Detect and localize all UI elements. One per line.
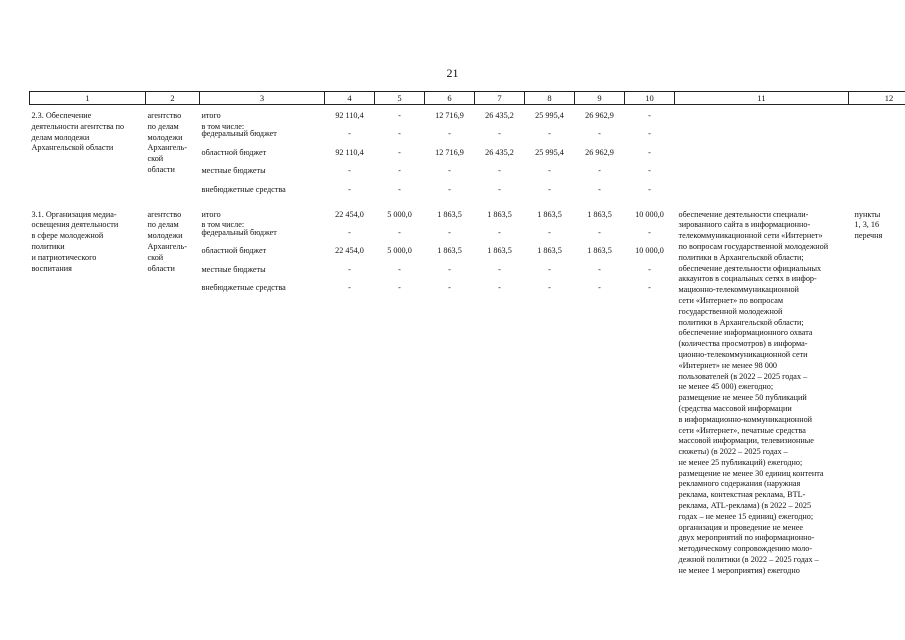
- funding-value: -: [648, 184, 651, 194]
- funding-values: [575, 210, 625, 577]
- column-number: 9: [575, 92, 625, 105]
- funding-value: -: [448, 166, 451, 176]
- funding-source-label: областной бюджет: [201, 246, 267, 256]
- funding-value: -: [548, 184, 551, 194]
- funding-value: 25 995,4: [535, 111, 564, 120]
- funding-value: -: [648, 129, 651, 139]
- funding-value: 25 995,4: [535, 147, 564, 157]
- funding-value: 1 863,5: [487, 209, 512, 219]
- column-number: 3: [200, 92, 325, 105]
- table-row: [30, 105, 905, 200]
- funding-value: -: [598, 166, 601, 176]
- funding-value: 92 110,4: [335, 147, 364, 157]
- funding-value: 5 000,0: [387, 209, 412, 219]
- funding-value: 1 863,5: [537, 209, 562, 219]
- funding-value: -: [348, 283, 351, 293]
- funding-value: 1 863,5: [437, 209, 462, 219]
- funding-value: 26 962,9: [585, 147, 614, 157]
- column-number: 7: [475, 92, 525, 105]
- funding-values: [375, 210, 425, 577]
- row-gap: [30, 200, 905, 210]
- funding-values: [625, 105, 675, 200]
- funding-source-label: итого в том числе:: [201, 209, 245, 230]
- funding-value: 10 000,0: [635, 246, 664, 256]
- funding-source-label: итого в том числе:: [201, 111, 245, 131]
- funding-value: 22 454,0: [335, 209, 364, 219]
- funding-value: -: [648, 227, 651, 237]
- funding-value: 22 454,0: [335, 246, 364, 256]
- funding-value: -: [598, 227, 601, 237]
- funding-value: 92 110,4: [335, 111, 364, 120]
- funding-value: -: [598, 184, 601, 194]
- funding-value: 1 863,5: [587, 209, 612, 219]
- funding-value: -: [398, 166, 401, 176]
- funding-source-label: местные бюджеты: [201, 264, 266, 274]
- funding-value: -: [498, 283, 501, 293]
- program-table: [29, 91, 905, 577]
- funding-value: -: [548, 264, 551, 274]
- column-number: 12: [849, 92, 905, 105]
- column-number: 8: [525, 92, 575, 105]
- funding-value: -: [548, 283, 551, 293]
- funding-value: -: [648, 264, 651, 274]
- funding-value: 26 962,9: [585, 111, 614, 120]
- funding-values: [375, 105, 425, 200]
- column-number: 5: [375, 92, 425, 105]
- funding-sources: [200, 105, 325, 200]
- funding-value: -: [498, 227, 501, 237]
- funding-source-label: областной бюджет: [201, 147, 267, 157]
- funding-value: -: [348, 264, 351, 274]
- column-number: 11: [675, 92, 849, 105]
- column-number: 10: [625, 92, 675, 105]
- funding-source-label: местные бюджеты: [201, 166, 266, 176]
- column-number-row: [30, 92, 905, 105]
- funding-value: -: [548, 227, 551, 237]
- funding-value: -: [398, 111, 401, 120]
- result-indicators: обеспечение деятельности специали- зированного сайта в информационно- телекоммуникационной сети «Интернет» по вопросам государственной молодежной политики в Архангельской области; обеспечение деятельности официальных аккаунтов в социальных сетях в инфор- мационно-телекоммуникационной сети «Интернет» по вопросам государственной молодежной политики в Архангельской области; обеспечение информационного охвата (количества просмотров) в информа- ционно-телекоммуникационной сети «Интернет» не менее 98 000 пользователей (в 2022 – 2025 годах – не менее 45 000) ежегодно; размещение не менее 50 публикаций (средства массовой информации в информационно-коммуникационной сети «Интернет», печатные средства массовой информации, телевизионные сюжеты) (в 2022 – 2025 годах – не менее 25 публикаций) ежегодно; размещение не менее 30 единиц контента рекламного содержания (наружная реклама, контекстная реклама, BTL- реклама, ATL-реклама) (в 2022 – 2025 годах – не менее 15 единиц) ежегодно; организация и проведение не менее двух мероприятий по информационно- методическому сопровождению моло- дежной политики (в 2022 – 2025 годах – не менее 1 мероприятия) ежегодно: [678, 209, 829, 575]
- funding-value: -: [398, 283, 401, 293]
- funding-value: -: [348, 166, 351, 176]
- funding-value: -: [348, 184, 351, 194]
- funding-value: -: [398, 227, 401, 237]
- funding-values: [625, 210, 675, 577]
- funding-value: -: [398, 129, 401, 139]
- executor: агентство по делам молодежи Архангель- ской области: [147, 111, 187, 174]
- table-body: [30, 105, 905, 577]
- funding-value: 1 863,5: [437, 246, 462, 256]
- funding-value: -: [648, 166, 651, 176]
- funding-source-label: федеральный бюджет: [201, 129, 277, 139]
- funding-value: -: [648, 111, 651, 120]
- column-number: 1: [30, 92, 146, 105]
- funding-sources: [200, 210, 325, 577]
- funding-value: -: [398, 184, 401, 194]
- funding-value: 12 716,9: [435, 111, 464, 120]
- page-number: 21: [446, 66, 459, 80]
- funding-value: -: [398, 264, 401, 274]
- event-name: 2.3. Обеспечение деятельности агентства по делам молодежи Архангельской области: [31, 111, 125, 153]
- funding-values: [325, 210, 375, 577]
- executor: агентство по делам молодежи Архангель- ской области: [147, 209, 187, 273]
- funding-value: 5 000,0: [387, 246, 412, 256]
- funding-value: -: [348, 227, 351, 237]
- funding-value: 10 000,0: [635, 209, 664, 219]
- funding-value: 1 863,5: [537, 246, 562, 256]
- funding-value: -: [598, 129, 601, 139]
- funding-value: -: [448, 184, 451, 194]
- funding-source-label: внебюджетные средства: [201, 283, 286, 293]
- table-row: [30, 210, 905, 577]
- funding-value: -: [548, 129, 551, 139]
- funding-value: -: [648, 283, 651, 293]
- funding-value: -: [448, 227, 451, 237]
- funding-values: [575, 105, 625, 200]
- funding-value: 26 435,2: [485, 111, 514, 120]
- funding-value: -: [448, 264, 451, 274]
- funding-values: [325, 105, 375, 200]
- funding-value: -: [398, 147, 401, 157]
- funding-values: [475, 105, 525, 200]
- funding-value: 12 716,9: [435, 147, 464, 157]
- funding-value: -: [448, 129, 451, 139]
- column-number: 6: [425, 92, 475, 105]
- event-name: 3.1. Организация медиа- освещения деятельности в сфере молодежной политики и патриотического воспитания: [31, 209, 119, 273]
- funding-value: -: [498, 166, 501, 176]
- funding-value: 26 435,2: [485, 147, 514, 157]
- column-number: 4: [325, 92, 375, 105]
- funding-value: -: [498, 264, 501, 274]
- funding-source-label: внебюджетные средства: [201, 184, 286, 194]
- funding-value: -: [448, 283, 451, 293]
- indicator-link: пункты 1, 3, 16 перечня: [854, 209, 883, 241]
- funding-value: -: [498, 129, 501, 139]
- funding-values: [425, 105, 475, 200]
- column-number: 2: [146, 92, 200, 105]
- funding-values: [425, 210, 475, 577]
- funding-value: -: [548, 166, 551, 176]
- funding-value: -: [498, 184, 501, 194]
- indicator-link: [849, 105, 905, 200]
- funding-value: 1 863,5: [587, 246, 612, 256]
- funding-value: 1 863,5: [487, 246, 512, 256]
- funding-values: [525, 105, 575, 200]
- funding-values: [475, 210, 525, 577]
- funding-source-label: федеральный бюджет: [201, 227, 277, 237]
- funding-value: -: [648, 147, 651, 157]
- funding-values: [525, 210, 575, 577]
- funding-value: -: [348, 129, 351, 139]
- funding-value: -: [598, 264, 601, 274]
- funding-value: -: [598, 283, 601, 293]
- result-indicators: [675, 105, 849, 200]
